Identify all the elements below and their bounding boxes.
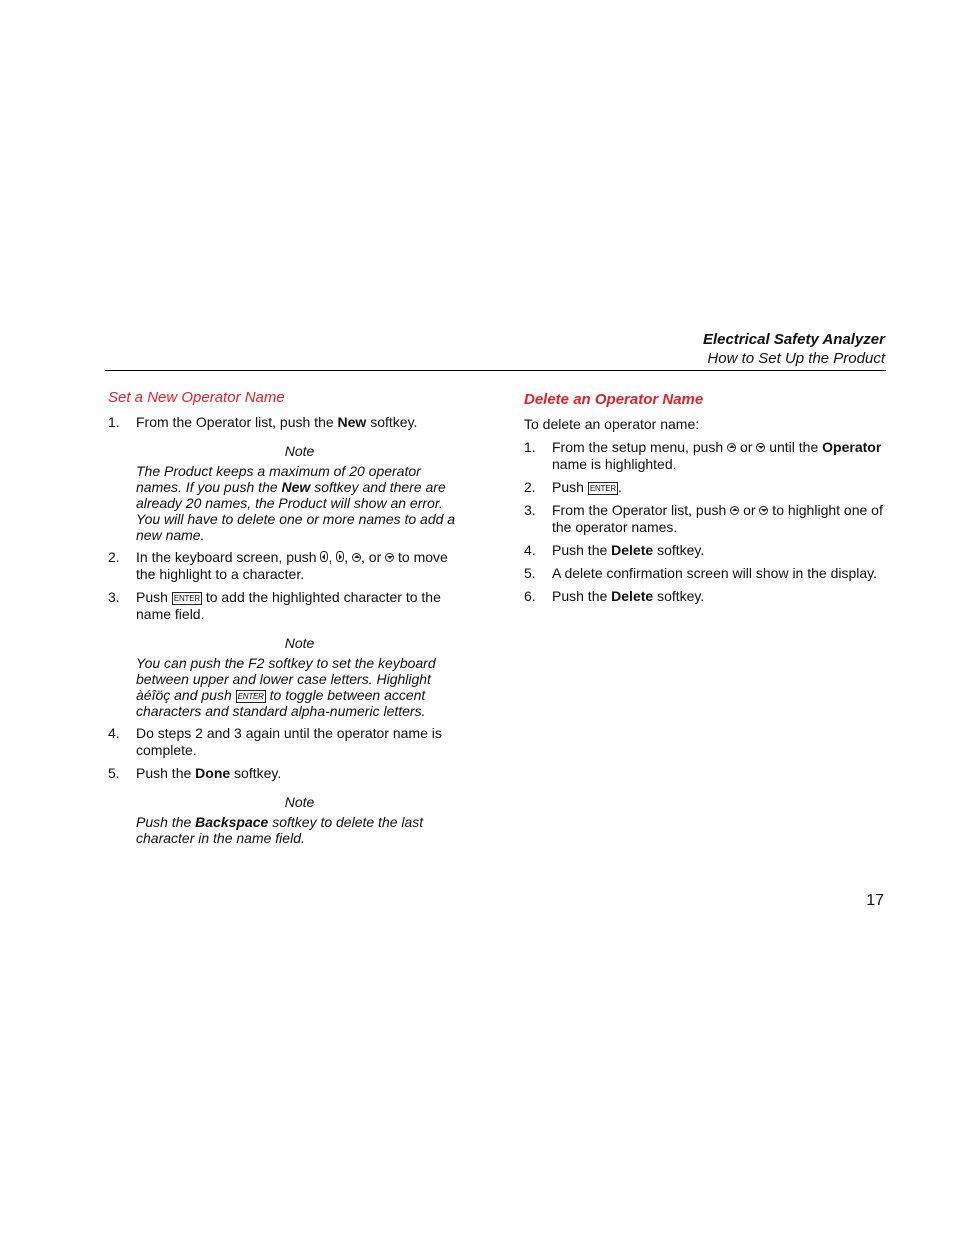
separator-text: , or [361, 549, 386, 565]
note-body [108, 814, 463, 846]
softkey-name: Backspace [195, 814, 269, 830]
step-text: In the keyboard screen, push [136, 549, 321, 565]
list-item [524, 502, 889, 536]
note-heading: Note [284, 794, 315, 810]
up-arrow-key-icon [730, 506, 739, 515]
enter-key-icon: ENTER [237, 692, 264, 701]
step-text: Do steps 2 and 3 again until the operator name is complete. [136, 725, 442, 758]
step-text: to move the highlight to a character. [136, 549, 448, 582]
step-text: From the Operator list, push [552, 502, 731, 518]
step-number: 2. [524, 479, 536, 495]
step-text: Push [552, 479, 588, 495]
step-number: 5. [108, 765, 120, 781]
note-text: You can push the F2 softkey to set the keyboard between upper and lower case letters. Highlight àéîöç and push [136, 655, 436, 703]
note-text: Push the [136, 814, 196, 830]
step-text: From the setup menu, push [552, 439, 728, 455]
step-text: From the Operator list, push the [136, 414, 338, 430]
enter-key-icon: ENTER [589, 484, 616, 493]
separator-text: or [739, 502, 760, 518]
note-heading: Note [284, 443, 315, 459]
step-number: 6. [524, 588, 536, 604]
list-item [108, 725, 463, 759]
step-text: name is highlighted. [552, 456, 677, 472]
step-text: A delete confirmation screen will show in the display. [552, 565, 878, 581]
note-text: The Product keeps a maximum of 20 operator names. If you push the [136, 463, 421, 495]
step-number: 5. [524, 565, 536, 581]
step-number: 2. [108, 549, 120, 565]
step-text: until the [765, 439, 823, 455]
section-title-set-new-operator: Set a New Operator Name [108, 389, 285, 406]
step-text: Push [136, 589, 172, 605]
list-item [524, 565, 889, 582]
step-text: to add the highlighted character to the name field. [136, 589, 441, 622]
list-item [108, 549, 463, 583]
down-arrow-key-icon [385, 553, 394, 562]
separator-text: , [328, 549, 337, 565]
separator-text: , [344, 549, 353, 565]
step-number: 4. [108, 725, 120, 741]
up-arrow-key-icon [727, 443, 736, 452]
list-item [524, 439, 889, 473]
list-item [524, 588, 889, 605]
note-text: to toggle between accent characters and standard alpha-numeric letters. [136, 687, 426, 719]
step-text: to highlight one of the operator names. [552, 502, 883, 535]
note-text: softkey to delete the last character in the name field. [136, 814, 424, 846]
section-title-delete-operator: Delete an Operator Name [524, 391, 704, 408]
step-text: softkey. [230, 765, 282, 781]
left-arrow-key-icon [320, 551, 328, 562]
note-text: softkey and there are already 20 names, the Product will show an error. You will have to delete one or more names to add a new name. [136, 479, 456, 543]
separator-text: or [736, 439, 757, 455]
note-body [108, 655, 463, 719]
softkey-name: New [337, 414, 367, 430]
step-text: . [617, 479, 622, 495]
step-number: 3. [524, 502, 536, 518]
down-arrow-key-icon [756, 443, 765, 452]
step-number: 1. [108, 414, 120, 430]
softkey-name: New [281, 479, 311, 495]
list-item [524, 542, 889, 559]
intro-text: To delete an operator name: [524, 416, 700, 432]
document-title: Electrical Safety Analyzer [702, 331, 885, 348]
menu-item-name: Operator [822, 439, 882, 455]
up-arrow-key-icon [352, 553, 361, 562]
note-body [108, 463, 463, 543]
list-item [524, 479, 889, 496]
step-number: 4. [524, 542, 536, 558]
step-number: 3. [108, 589, 120, 605]
right-column [524, 390, 889, 611]
softkey-name: Delete [611, 588, 654, 604]
step-text: softkey. [366, 414, 418, 430]
right-arrow-key-icon [336, 551, 344, 562]
step-text: softkey. [653, 588, 705, 604]
left-column [108, 388, 463, 852]
enter-key-icon: ENTER [173, 594, 200, 603]
document-subtitle: How to Set Up the Product [707, 350, 885, 367]
step-text: Push the [136, 765, 196, 781]
header-divider [105, 370, 886, 371]
step-text: Push the [552, 542, 612, 558]
step-text: softkey. [653, 542, 705, 558]
list-item [108, 414, 463, 431]
note-heading: Note [284, 635, 315, 651]
page-number: 17 [866, 892, 884, 909]
step-text: Push the [552, 588, 612, 604]
list-item [108, 589, 463, 623]
step-number: 1. [524, 439, 536, 455]
softkey-name: Done [195, 765, 231, 781]
softkey-name: Delete [611, 542, 654, 558]
list-item [108, 765, 463, 782]
